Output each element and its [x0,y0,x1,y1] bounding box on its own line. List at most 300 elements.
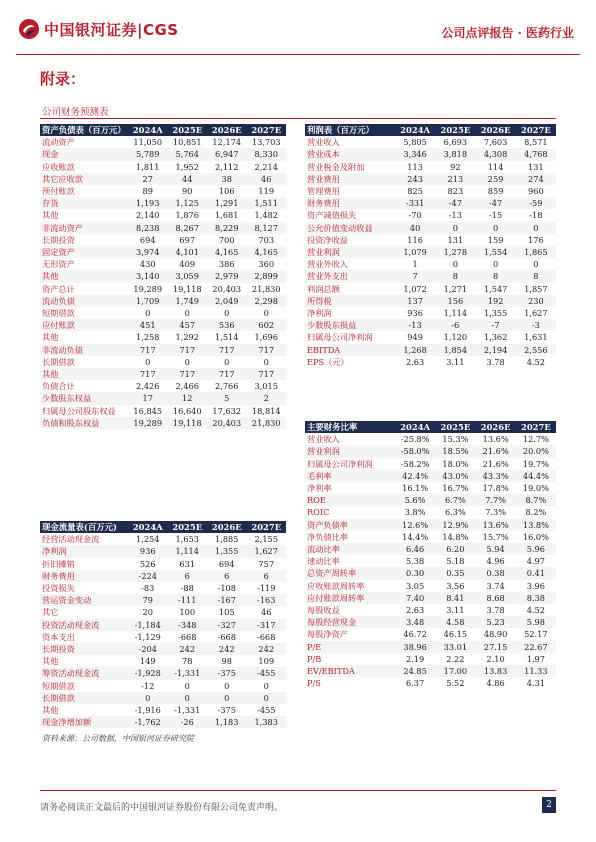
column-header-year: 2026E [207,521,247,533]
cell-value: 1,885 [215,534,239,545]
cell-value: 78 [182,656,193,667]
cell-value: 526 [139,558,156,569]
footer-divider [40,790,556,791]
logo [18,18,179,40]
cell-value: 46.72 [403,629,427,640]
column-header-year: 2026E [207,124,247,136]
cell-value: 1,627 [524,308,548,319]
cell-value: 1,072 [403,283,427,294]
cell-value: 6,947 [207,148,247,160]
row-label: 应收账款周转率 [307,580,365,591]
column-header-label: 利润表（百万元） [305,124,395,136]
cell-value: 0.41 [516,567,556,579]
cell-value: 4,165 [207,246,247,258]
cell-value: 2,140 [136,210,160,221]
cell-value: 457 [168,319,208,331]
cell-value: 2,214 [254,161,278,172]
cell-value: 0 [224,308,230,319]
cell-value: 5,789 [128,148,168,160]
cell-value: 5.18 [446,556,465,567]
cell-value: 2.10 [486,653,505,664]
cell-value: 3,140 [128,270,168,282]
column-header-year: 2024A [395,421,435,433]
cell-value: 4,308 [476,148,516,160]
table-row [305,234,556,246]
cell-value: 697 [179,234,196,245]
cell-value: 106 [218,186,235,197]
cell-value: 14.8% [442,531,469,542]
cell-value: 360 [258,259,275,270]
row-label: 资产负债率 [305,519,395,531]
cell-value: 7.3% [485,507,507,518]
table-row [40,380,286,392]
table-row [40,631,286,643]
table-row [40,209,286,221]
cell-value: 109 [258,656,275,667]
row-label: 净利润 [40,545,128,557]
cell-value: 4.52 [526,605,545,616]
cell-value: 386 [218,259,235,270]
row-label: 财务费用 [40,570,128,582]
cell-value: 131 [528,161,544,172]
cell-value: 21,830 [251,283,281,294]
row-label: P/E [305,641,395,653]
row-label: 其他 [42,656,59,667]
cell-value: 3.56 [446,580,465,591]
row-label: 长期借款 [40,692,128,704]
cell-value: 192 [476,295,516,307]
cell-value: 13.8% [516,519,556,531]
table-row [305,653,556,665]
row-label: 折旧摊销 [42,558,75,569]
table-row [305,161,556,173]
cell-value: 16.0% [522,531,549,542]
cell-value: 17,632 [212,405,242,416]
cell-value: 1,696 [254,332,278,343]
cell-value: 13.6% [476,519,516,531]
cash-flow-table [40,521,286,728]
column-header-year: 2025E [168,124,208,136]
table-row [40,283,286,295]
cell-value: 15.7% [482,531,509,542]
table-header-row [305,421,556,433]
cell-value: -348 [168,619,208,631]
cell-value: -13 [395,319,435,331]
row-label: 无形资产 [42,259,75,270]
row-label: 利润总额 [307,283,340,294]
header-divider [16,54,580,55]
cell-value: 1,114 [168,545,208,557]
cell-value: 936 [407,308,423,319]
row-label: ROIC [307,507,330,518]
column-header-year: 2027E [516,124,556,136]
column-header-label: 现金流量表(百万元) [40,521,128,533]
table-row [305,494,556,506]
cell-value: 33.01 [435,641,475,653]
cell-value: 8.2% [525,507,547,518]
cell-value: 694 [218,558,235,569]
column-header-year: 2027E [247,124,287,136]
row-label: 短期借款 [42,308,75,319]
cell-value: -119 [257,583,276,594]
cell-value: 38 [207,173,247,185]
cell-value: 825 [407,186,423,197]
cell-value: -1,331 [174,705,201,716]
table-header-row [40,521,286,533]
cell-value: 12.9% [435,519,475,531]
table-row [305,592,556,604]
cell-value: 11.33 [516,665,556,677]
cell-value: 19.7% [522,458,549,469]
cell-value: -327 [207,619,247,631]
cgs-logo-icon [18,18,40,40]
cell-value: 5.23 [476,616,516,628]
cell-value: 176 [528,234,544,245]
cell-value: -204 [128,643,168,655]
financial-ratios-table [305,421,556,689]
cell-value: 3,974 [128,246,168,258]
table-row [40,344,286,356]
cell-value: 43.0% [435,470,475,482]
cell-value: 8,238 [128,222,168,234]
table-row [40,716,286,728]
cell-value: -163 [247,594,287,606]
cell-value: 44.4% [516,470,556,482]
row-label: 固定资产 [40,246,128,258]
cell-value: 0 [533,259,539,270]
cell-value: 3,818 [435,148,475,160]
row-label: 少数股东损益 [305,319,395,331]
column-header-year: 2024A [128,521,168,533]
cell-value: 17.8% [482,483,509,494]
table-row [40,185,286,197]
cell-value: 21,830 [247,417,287,429]
row-label: 每股经营现金 [305,616,395,628]
cell-value: 116 [407,234,423,245]
table-row [305,246,556,258]
cell-value: 1,511 [247,197,287,209]
cell-value: 3,059 [168,270,208,282]
cell-value: 27 [128,173,168,185]
cell-value: 11,050 [133,137,163,148]
cell-value: 8 [516,270,556,282]
row-label: 经营活动现金流 [42,534,100,545]
cell-value: 20,403 [212,283,242,294]
cell-value: 1,362 [483,332,508,343]
row-label: 毛利率 [305,470,395,482]
table-row [40,594,286,606]
cell-value: 156 [435,295,475,307]
row-label: 财务费用 [305,197,395,209]
row-label: 总资产周转率 [305,567,395,579]
cell-value: 0 [476,222,516,234]
table-row [305,445,556,457]
cell-value: 27.15 [476,641,516,653]
cell-value: 0 [516,222,556,234]
cell-value: 5,805 [403,137,427,148]
cell-value: 5.52 [446,678,465,689]
cell-value: 1,183 [207,716,247,728]
cell-value: 5.94 [476,543,516,555]
cell-value: 2,049 [207,295,247,307]
table-row [40,136,286,148]
table-row [305,136,556,148]
table-row [40,246,286,258]
column-header-year: 2027E [516,421,556,433]
row-label: 投资损失 [42,583,75,594]
cell-value: 717 [168,344,208,356]
row-label: 少数股东权益 [40,392,128,404]
table-row [305,470,556,482]
cell-value: 717 [207,368,247,380]
row-label: 营业税金及附加 [307,161,365,172]
row-label: 流动资产 [42,137,75,148]
cell-value: -25.8% [400,434,430,445]
table-row [40,692,286,704]
cell-value: -12 [141,680,155,691]
cell-value: 2,766 [215,381,239,392]
table-row [305,197,556,209]
cell-value: 1,482 [254,210,278,221]
row-label: 应付账款 [40,319,128,331]
cell-value: 18,814 [251,405,281,416]
cell-value: 7.40 [395,592,435,604]
row-label: 其它应收款 [40,173,128,185]
row-label: 营业收入 [307,434,340,445]
cell-value: 1,355 [207,545,247,557]
cell-value: -1,129 [134,631,161,642]
cell-value: 5 [207,392,247,404]
cell-value: 92 [450,161,461,172]
cell-value: 7.7% [476,494,516,506]
cell-value: 48.90 [483,629,508,640]
cell-value: 242 [207,643,247,655]
column-header-year: 2026E [476,421,516,433]
cell-value: 1,355 [483,308,508,319]
row-label: EBITDA [305,344,395,356]
table-row [40,161,286,173]
cell-value: 1,865 [516,246,556,258]
cell-value: 8,127 [247,222,287,234]
row-label: 净负债比率 [307,531,348,542]
cell-value: 1,271 [443,283,468,294]
cell-value: 8 [476,270,516,282]
row-label: 负债和股东权益 [40,417,128,429]
balance-sheet-table [40,124,286,429]
cell-value: 43.3% [476,470,516,482]
cell-value: 6.3% [444,507,466,518]
row-label: 其它 [42,607,59,618]
cell-value: 409 [179,259,196,270]
table-row [305,628,556,640]
cell-value: 0 [145,356,151,367]
cell-value: 119 [258,186,275,197]
row-label: 营业收入 [307,137,340,148]
cell-value: -58.2% [400,458,430,469]
appendix-title: 附录： [40,70,86,88]
cell-value: 16.7% [442,483,469,494]
cell-value: 259 [476,173,516,185]
cell-value: 631 [179,558,196,569]
cell-value: 16,640 [172,405,202,416]
table-row [40,173,286,185]
cell-value: 1,857 [524,283,548,294]
cell-value: 12.7% [522,434,549,445]
cell-value: 2,155 [254,534,278,545]
table-row [305,604,556,616]
table-row [305,543,556,555]
column-header-year: 2024A [128,124,168,136]
cell-value: 0 [263,680,269,691]
table-row [40,606,286,618]
cell-value: 46.15 [443,629,468,640]
row-label: 应付账款周转率 [305,592,395,604]
table-row [305,677,556,689]
cell-value: 8.7% [516,494,556,506]
table-row [305,173,556,185]
cell-value: 2,298 [247,295,287,307]
cell-value: 20,403 [207,417,247,429]
cell-value: -7 [476,319,516,331]
column-header-label: 主要财务比率 [305,421,395,433]
table-row [305,270,556,282]
row-label: 长期投资 [42,234,75,245]
cell-value: -224 [128,570,168,582]
cell-value: -13 [448,210,462,221]
row-label: 投资活动现金流 [40,619,128,631]
table-row [305,319,556,331]
cell-value: 230 [516,295,556,307]
cell-value: 1.97 [526,653,545,664]
cell-value: -1,331 [168,667,208,679]
cell-value: 717 [247,368,287,380]
table-row [305,665,556,677]
disclaimer: 请务必阅读正文最后的中国银河证券股份有限公司免责声明。 [40,803,284,813]
cell-value: 159 [487,234,504,245]
row-label: 其他 [42,332,59,343]
cell-value: 6 [247,570,287,582]
table-row [305,307,556,319]
cell-value: -375 [217,705,236,716]
cell-value: 19,289 [128,417,168,429]
cell-value: 0 [247,692,287,704]
table-row [305,148,556,160]
cell-value: 3.11 [446,605,465,616]
cell-value: 2,556 [516,344,556,356]
table-row [305,209,556,221]
cell-value: 14.4% [402,531,429,542]
cell-value: -6 [435,319,475,331]
cell-value: 3.96 [526,580,545,591]
cell-value: -375 [207,667,247,679]
cell-value: 1,193 [128,197,168,209]
cell-value: 0.38 [476,567,516,579]
cell-value: 40 [395,222,435,234]
cell-value: 0 [435,222,475,234]
cell-value: 1,125 [168,197,208,209]
cell-value: 5.6% [395,494,435,506]
cell-value: 1,631 [524,332,548,343]
cell-value: -47 [476,197,516,209]
cell-value: 6.46 [395,543,435,555]
row-label: 资本支出 [42,631,75,642]
row-label: 归属母公司净利润 [307,332,373,343]
row-label: EPS（元） [307,356,349,367]
cell-value: 100 [179,607,196,618]
cell-value: 1,254 [136,534,160,545]
cell-value: 6 [207,570,247,582]
cell-value: 1,653 [175,534,199,545]
cell-value: 1 [412,259,418,270]
cell-value: 2.19 [406,653,425,664]
cell-value: 12 [168,392,208,404]
table-row [305,185,556,197]
cell-value: 1,079 [395,246,435,258]
row-label: 管理费用 [307,186,340,197]
cell-value: 1,749 [168,295,208,307]
table-row [40,582,286,594]
cell-value: 823 [447,186,464,197]
cell-value: 703 [258,234,275,245]
table-row [40,331,286,343]
row-label: 其他 [42,210,59,221]
column-header-year: 2026E [476,124,516,136]
cell-value: -668 [217,631,236,642]
cell-value: -455 [257,705,276,716]
cell-value: 131 [447,234,464,245]
cell-value: -668 [257,631,276,642]
cell-value: 4,165 [247,246,287,258]
row-label: 营业外支出 [305,270,395,282]
cell-value: 105 [218,607,235,618]
row-label: 非流动资产 [40,222,128,234]
cell-value: 1,547 [483,283,508,294]
table-row [40,148,286,160]
cell-value: 2,426 [136,381,160,392]
cell-value: -83 [141,583,155,594]
cell-value: 17.00 [435,665,475,677]
cell-value: 3.48 [395,616,435,628]
cell-value: 1,854 [435,344,475,356]
cell-value: 20.0% [516,445,556,457]
cell-value: -111 [168,594,208,606]
cell-value: 4.58 [435,616,475,628]
cell-value: 0 [184,680,190,691]
cell-value: 960 [528,186,544,197]
cell-value: 949 [407,332,423,343]
row-label: 营业成本 [305,148,395,160]
cell-value: 21.6% [476,445,516,457]
table-row [305,258,556,270]
cell-value: 2 [247,392,287,404]
table-row [40,222,286,234]
cell-value: 46 [247,173,287,185]
row-label: 流动负债 [40,295,128,307]
row-label: 营业利润 [305,246,395,258]
logo-text: 中国银河证券|CGS [44,20,179,39]
table-row [305,580,556,592]
section-divider [40,118,556,119]
table-row [40,643,286,655]
cell-value: 5.98 [516,616,556,628]
table-row [305,567,556,579]
cell-value: 0 [168,692,208,704]
row-label: 筹资活动现金流 [40,667,128,679]
cell-value: 13,703 [251,137,281,148]
cell-value: 114 [487,161,504,172]
cell-value: 242 [168,643,208,655]
cell-value: -668 [178,631,197,642]
